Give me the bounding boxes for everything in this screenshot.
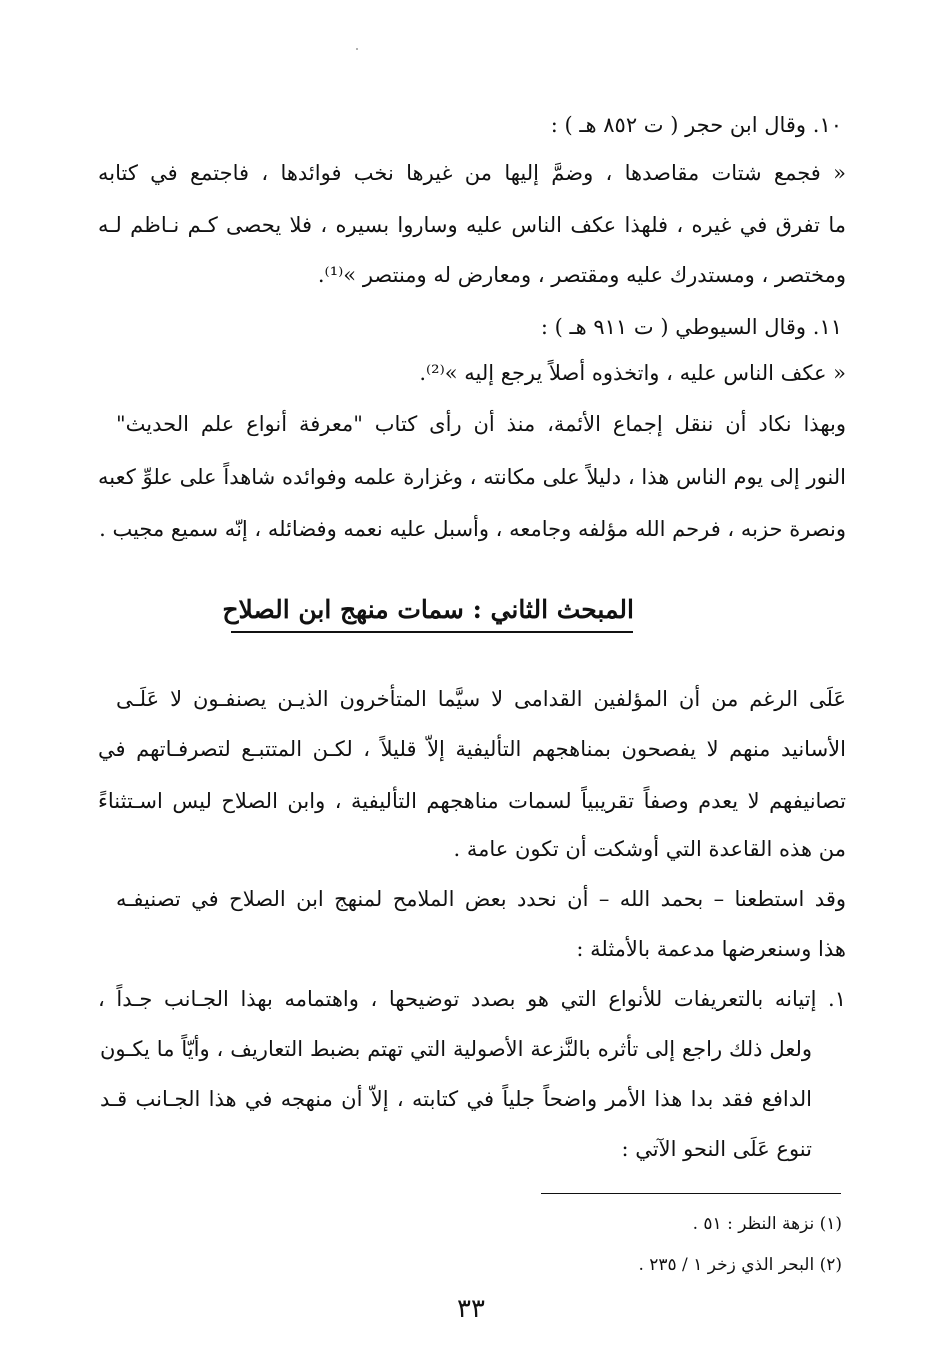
body-line: ونصرة حزبه ، فرحم الله مؤلفه وجامعه ، وأسبل عليه نعمه وفضائله ، إنّه سميع مجيب . [99, 517, 846, 541]
footnote-2: (٢) البحر الذي زخر ١ / ٢٣٥ . [638, 1255, 842, 1275]
body-line: « عكف الناس عليه ، واتخذوه أصلاً يرجع إليه »⁽²⁾. [419, 361, 846, 385]
quote-intro-ibn-hajar: ١٠. وقال ابن حجر ( ت ٨٥٢ هـ ) : [550, 113, 842, 137]
body-line: وقد استطعنا – بحمد الله – أن نحدد بعض الملامح لمنهج ابن الصلاح في تصنيفـه [116, 887, 846, 911]
footnote-separator [541, 1193, 841, 1194]
body-line: من هذه القاعدة التي أوشكت أن تكون عامة . [453, 837, 846, 861]
body-line: ما تفرق في غيره ، فلهذا عكف الناس عليه وساروا بسيره ، فلا يحصى كـم نـاظم لـه [98, 213, 846, 237]
body-line: الأسانيد منهم لا يفصحون بمناهجهم التأليفية إلاّ قليلاً ، لكـن المتتبـع لتصرفـاتهم في [98, 737, 846, 761]
body-line: النور إلى يوم الناس هذا ، دليلاً على مكانته ، وغزارة علمه وفوائده شاهداً على علوِّ كعبه [98, 465, 846, 489]
heading-underline [231, 631, 633, 633]
list-item-line: تنوع عَلَى النحو الآتي : [621, 1137, 812, 1161]
body-line: ومختصر ، ومستدرك عليه ومقتصر ، ومعارض له ومنتصر »⁽¹⁾. [317, 263, 846, 287]
quote-intro-suyuti: ١١. وقال السيوطي ( ت ٩١١ هـ ) : [540, 315, 842, 339]
section-heading: المبحث الثاني : سمات منهج ابن الصلاح [222, 595, 634, 624]
body-line: هذا وسنعرضها مدعمة بالأمثلة : [576, 937, 846, 961]
body-line: وبهذا نكاد أن ننقل إجماع الأئمة، منذ أن رأى كتاب "معرفة أنواع علم الحديث" [116, 412, 846, 436]
page-number: ٣٣ [457, 1294, 485, 1324]
body-line: عَلَى الرغم من أن المؤلفين القدامى لا سيَّما المتأخرون الذيـن يصنفـون لا عَلَـى [116, 687, 846, 711]
scan-speck [356, 48, 358, 50]
body-line: تصانيفهم لا يعدم وصفاً تقريبياً لسمات مناهجهم التأليفية ، وابن الصلاح ليس اسـتثناءً [98, 789, 846, 813]
list-item-line: الدافع فقد بدا هذا الأمر واضحاً جلياً في كتابته ، إلاّ أن منهجه في هذا الجـانب قـد [100, 1087, 812, 1111]
list-item-line: ولعل ذلك راجع إلى تأثره بالنَّزعة الأصولية التي تهتم بضبط التعاريف ، وأيّاً ما يكـون [100, 1037, 812, 1061]
footnote-1: (١) نزهة النظر : ٥١ . [692, 1214, 842, 1234]
list-item-line: ١. إتيانه بالتعريفات للأنواع التي هو بصدد توضيحها ، واهتمامه بهذا الجـانب جـداً ، [98, 987, 846, 1011]
body-line: « فجمع شتات مقاصدها ، وضمَّ إليها من غيرها نخب فوائدها ، فاجتمع في كتابه [98, 161, 846, 185]
